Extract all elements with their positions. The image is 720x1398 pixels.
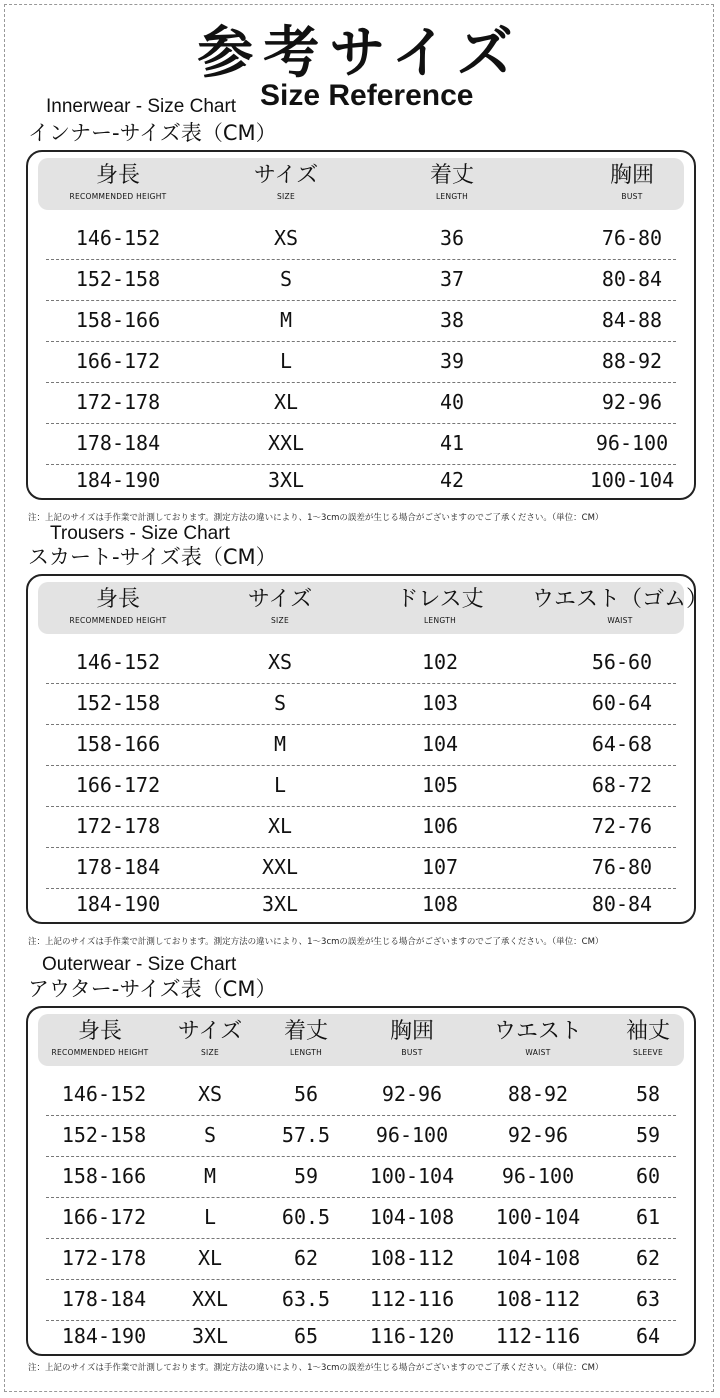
table-header	[38, 582, 709, 634]
header-bust	[390, 1014, 434, 1066]
header-height	[69, 582, 166, 634]
table-cell: 40	[439, 390, 465, 414]
table-row	[46, 724, 676, 766]
table-cell: 112-116	[369, 1287, 455, 1311]
table-row	[46, 1074, 676, 1116]
table-row	[46, 1316, 676, 1357]
table-row	[46, 382, 676, 424]
header-label-jp: ウエスト	[493, 1019, 583, 1044]
table-row	[46, 683, 676, 725]
table-cell: 152-158	[75, 691, 161, 715]
table-cell: 146-152	[75, 226, 161, 250]
header-label-en: LENGTH	[289, 1048, 323, 1057]
table-cell: L	[273, 773, 287, 797]
table-cell: 63	[635, 1287, 661, 1311]
table-cell: 76-80	[591, 855, 653, 879]
table-cell: 76-80	[601, 226, 663, 250]
table-cell: 106	[421, 814, 459, 838]
table-cell: 152-158	[75, 267, 161, 291]
table-cell: 166-172	[61, 1205, 147, 1229]
header-sleeve	[626, 1014, 670, 1066]
table-cell: 108-112	[495, 1287, 581, 1311]
table-cell: 108	[421, 892, 459, 916]
table-row	[46, 341, 676, 383]
table-header	[38, 158, 684, 210]
header-label-jp: ドレス丈	[396, 587, 484, 612]
table-cell: 146-152	[75, 650, 161, 674]
table-cell: 152-158	[61, 1123, 147, 1147]
table-cell: 62	[293, 1246, 319, 1270]
table-row	[46, 460, 676, 501]
table-cell: M	[203, 1164, 217, 1188]
header-size	[178, 1014, 242, 1066]
table-cell: 178-184	[75, 431, 161, 455]
table-cell: 108-112	[369, 1246, 455, 1270]
trousers-title-jp: スカート-サイズ表（CM）	[28, 545, 277, 569]
table-cell: 158-166	[61, 1164, 147, 1188]
table-cell: 184-190	[75, 468, 161, 492]
table-cell: 100-104	[589, 468, 675, 492]
table-cell: 104	[421, 732, 459, 756]
table-cell: XS	[197, 1082, 223, 1106]
header-label-jp: 袖丈	[625, 1019, 671, 1044]
table-cell: 3XL	[261, 892, 299, 916]
header-label-jp: 身長	[95, 587, 141, 612]
table-row	[46, 1156, 676, 1198]
table-cell: 172-178	[75, 390, 161, 414]
trousers-title-en: Trousers - Size Chart	[50, 523, 230, 544]
table-row	[46, 259, 676, 301]
table-cell: L	[203, 1205, 217, 1229]
header-label-en: SIZE	[276, 192, 296, 201]
header-height	[69, 158, 166, 210]
table-cell: L	[279, 349, 293, 373]
table-cell: XXL	[261, 855, 299, 879]
table-cell: 56-60	[591, 650, 653, 674]
table-cell: 3XL	[267, 468, 305, 492]
table-cell: 107	[421, 855, 459, 879]
table-cell: 104-108	[369, 1205, 455, 1229]
table-cell: XS	[273, 226, 299, 250]
measurement-note: 注：上記のサイズは手作業で計測しております。測定方法の違いにより、1～3cmの誤差が生じる場合がございますのでご了承ください。（単位：CM）	[28, 937, 604, 947]
table-cell: 42	[439, 468, 465, 492]
header-label-jp: 身長	[77, 1019, 123, 1044]
table-cell: XL	[267, 814, 293, 838]
table-cell: 100-104	[369, 1164, 455, 1188]
innerwear-size-table	[26, 150, 696, 500]
header-label-en: BUST	[401, 1048, 423, 1057]
table-cell: 96-100	[375, 1123, 449, 1147]
table-cell: 96-100	[501, 1164, 575, 1188]
header-waist	[532, 582, 708, 634]
header-label-en: LENGTH	[423, 616, 457, 625]
outerwear-title-en: Outerwear - Size Chart	[42, 954, 237, 975]
table-cell: 61	[635, 1205, 661, 1229]
header-label-en: WAIST	[525, 1048, 551, 1057]
table-cell: 146-152	[61, 1082, 147, 1106]
table-cell: 59	[293, 1164, 319, 1188]
header-label-jp: 胸囲	[609, 163, 655, 188]
header-label-en: BUST	[621, 192, 643, 201]
header-size	[248, 582, 312, 634]
table-cell: 60.5	[281, 1205, 331, 1229]
measurement-note: 注：上記のサイズは手作業で計測しております。測定方法の違いにより、1～3cmの誤差が生じる場合がございますのでご了承ください。（単位：CM）	[28, 513, 604, 523]
header-label-en: RECOMMENDED HEIGHT	[51, 1048, 149, 1057]
header-label-jp: ウエスト（ゴム）	[531, 587, 709, 612]
header-label-en: LENGTH	[435, 192, 469, 201]
table-cell: 96-100	[595, 431, 669, 455]
page-title: 参考サイズ	[197, 21, 523, 86]
table-cell: 92-96	[381, 1082, 443, 1106]
header-label-en: RECOMMENDED HEIGHT	[69, 616, 167, 625]
table-cell: 184-190	[61, 1324, 147, 1348]
header-label-en: WAIST	[607, 616, 633, 625]
outerwear-title-jp: アウター-サイズ表（CM）	[28, 977, 277, 1001]
table-cell: 100-104	[495, 1205, 581, 1229]
table-cell: 72-76	[591, 814, 653, 838]
table-cell: S	[273, 691, 287, 715]
table-cell: 92-96	[601, 390, 663, 414]
table-cell: 178-184	[75, 855, 161, 879]
table-cell: 184-190	[75, 892, 161, 916]
table-cell: 64	[635, 1324, 661, 1348]
table-cell: 80-84	[591, 892, 653, 916]
header-label-jp: サイズ	[253, 163, 319, 188]
table-row	[46, 1279, 676, 1321]
table-cell: 64-68	[591, 732, 653, 756]
table-cell: 65	[293, 1324, 319, 1348]
table-cell: 56	[293, 1082, 319, 1106]
table-cell: 166-172	[75, 349, 161, 373]
table-cell: XXL	[191, 1287, 229, 1311]
outerwear-size-table	[26, 1006, 696, 1356]
table-cell: 116-120	[369, 1324, 455, 1348]
table-cell: 62	[635, 1246, 661, 1270]
table-cell: M	[273, 732, 287, 756]
table-cell: 103	[421, 691, 459, 715]
measurement-note: 注：上記のサイズは手作業で計測しております。測定方法の違いにより、1～3cmの誤差が生じる場合がございますのでご了承ください。（単位：CM）	[28, 1363, 604, 1373]
page-subtitle: Size Reference	[260, 79, 474, 112]
table-cell: 80-84	[601, 267, 663, 291]
table-cell: XL	[273, 390, 299, 414]
table-cell: 68-72	[591, 773, 653, 797]
table-cell: 178-184	[61, 1287, 147, 1311]
header-label-en: SIZE	[270, 616, 290, 625]
header-label-jp: 着丈	[429, 163, 475, 188]
table-cell: 3XL	[191, 1324, 229, 1348]
table-row	[46, 884, 676, 925]
header-height	[51, 1014, 148, 1066]
table-cell: 102	[421, 650, 459, 674]
table-cell: 166-172	[75, 773, 161, 797]
table-cell: 92-96	[507, 1123, 569, 1147]
table-cell: 60	[635, 1164, 661, 1188]
table-row	[46, 642, 676, 684]
table-cell: S	[279, 267, 293, 291]
table-cell: 41	[439, 431, 465, 455]
innerwear-title-en: Innerwear - Size Chart	[46, 96, 237, 117]
header-label-jp: サイズ	[247, 587, 313, 612]
table-row	[46, 1197, 676, 1239]
table-cell: 58	[635, 1082, 661, 1106]
header-bust	[610, 158, 654, 210]
table-cell: 158-166	[75, 732, 161, 756]
header-label-jp: 着丈	[283, 1019, 329, 1044]
header-length	[284, 1014, 328, 1066]
table-row	[46, 1115, 676, 1157]
table-cell: 172-178	[75, 814, 161, 838]
header-label-jp: 身長	[95, 163, 141, 188]
header-waist	[494, 1014, 582, 1066]
table-row	[46, 423, 676, 465]
table-row	[46, 218, 676, 260]
table-row	[46, 806, 676, 848]
table-row	[46, 847, 676, 889]
header-size	[254, 158, 318, 210]
table-cell: 172-178	[61, 1246, 147, 1270]
table-cell: 37	[439, 267, 465, 291]
table-cell: 84-88	[601, 308, 663, 332]
table-cell: 112-116	[495, 1324, 581, 1348]
table-cell: 63.5	[281, 1287, 331, 1311]
innerwear-title-jp: インナー-サイズ表（CM）	[28, 121, 277, 145]
table-cell: 88-92	[507, 1082, 569, 1106]
table-cell: 158-166	[75, 308, 161, 332]
header-label-en: RECOMMENDED HEIGHT	[69, 192, 167, 201]
header-label-jp: 胸囲	[389, 1019, 435, 1044]
table-cell: 38	[439, 308, 465, 332]
table-cell: 88-92	[601, 349, 663, 373]
table-cell: 36	[439, 226, 465, 250]
table-row	[46, 765, 676, 807]
header-label-en: SIZE	[200, 1048, 220, 1057]
table-cell: 57.5	[281, 1123, 331, 1147]
table-cell: 60-64	[591, 691, 653, 715]
header-length	[396, 582, 483, 634]
table-cell: 59	[635, 1123, 661, 1147]
header-length	[430, 158, 474, 210]
header-label-en: SLEEVE	[632, 1048, 664, 1057]
table-cell: 104-108	[495, 1246, 581, 1270]
table-cell: 39	[439, 349, 465, 373]
table-row	[46, 300, 676, 342]
table-cell: S	[203, 1123, 217, 1147]
table-cell: XL	[197, 1246, 223, 1270]
table-row	[46, 1238, 676, 1280]
table-cell: M	[279, 308, 293, 332]
table-cell: XS	[267, 650, 293, 674]
table-cell: XXL	[267, 431, 305, 455]
header-label-jp: サイズ	[177, 1019, 243, 1044]
trousers-size-table	[26, 574, 709, 924]
table-header	[38, 1014, 684, 1066]
table-cell: 105	[421, 773, 459, 797]
